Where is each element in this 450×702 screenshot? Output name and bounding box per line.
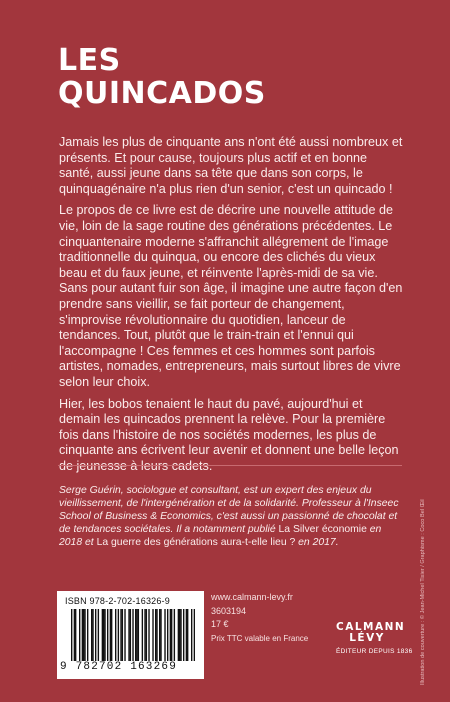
barcode-bar [152,609,153,661]
publisher-info [211,591,308,645]
barcode-bar [135,609,136,661]
barcode-bar [187,609,188,661]
barcode-bar [148,609,149,661]
barcode-bar [186,609,187,661]
barcode-bar [75,609,76,661]
bio-part-1: Serge Guérin, sociologue et consultant, est un expert des enjeux du vieillissement, de l'intergénération et de la solidarité. Professeur à l'Inseec School of Business & Economics, c'est aussi un passionné de chocolat et de tendances sociétales. Il a notamment publié [59,485,399,536]
barcode-bar [136,609,137,661]
barcode-bar [132,609,133,661]
barcode-bar [115,609,116,661]
barcode-bar [120,609,121,661]
barcode-bar [79,609,80,661]
barcode-bar [160,609,161,661]
barcode-bar [178,609,179,661]
bio-part-3: en 2017. [295,537,339,549]
barcode-bar [144,609,145,661]
barcode-bar [180,609,181,661]
barcode-bar [110,609,111,661]
blurb [59,135,403,480]
barcode-bar [155,609,156,661]
barcode-bar [74,609,75,661]
barcode-bar [164,609,165,661]
barcode-bar [194,609,195,661]
publisher-logo [336,621,413,657]
title-line-2: QUINCADOS [58,76,266,111]
barcode-bar [167,609,168,661]
author-bio [59,484,405,549]
barcode-bar [71,609,72,661]
barcode-bar [183,609,184,661]
price: 17 € [211,619,229,629]
publisher-url: www.calmann-levy.fr [211,592,293,602]
barcode-bar [156,609,157,661]
barcode-bar [146,609,147,661]
price-note: Prix TTC valable en France [211,633,309,643]
barcode-bar [138,609,139,661]
blurb-paragraph-2: Le propos de ce livre est de décrire une nouvelle attitude de vie, loin de la sage routine des générations précédentes. Le cinquantenaire moderne s'affranchit allégrement de l'image traditionnelle du quinqua, ou encore des clichés du vieux beau et du faux jeune, et réinvente l'après-midi de sa vie. Sans pour autant fuir son âge, il imagine une autre façon d'en prendre sans vieillir, se fait porteur de changement, s'improvise révolutionnaire du quotidien, lanceur de tendances. Tout, plutôt que le train-train et l'ennui qui l'accompagne ! Ces femmes et ces hommes sont parfois artistes, nomades, entrepreneurs, mais surtout libres de vivre selon leur choix. [59,203,403,389]
product-code: 3603194 [211,605,247,616]
blurb-paragraph-3: Hier, les bobos tenaient le haut du pavé, aujourd'hui et demain les quincados prennent la relève. Pour la première fois dans l'histoire de nos sociétés modernes, les plus de cinquante ans écrivent leur avenir et donnent une belle leçon [59,396,399,458]
blurb-paragraph-1: Jamais les plus de cinquante ans n'ont été aussi nombreux et présents. Et pour cause, toujours plus actif et en bonne santé, aussi jeune dans sa tête que dans son corps, le quinquagénaire n'a plus rien d'un senior, c'est un quincado ! [59,135,403,196]
bio-book-2: La guerre des générations aura-t-elle lieu ? [96,537,296,549]
logo-line-2: LÉVY [349,632,385,644]
barcode-bar [87,609,88,661]
logo-line-1: CALMANN [336,621,406,633]
barcode-bar [83,609,84,661]
barcode-bar [159,609,160,661]
cover-credit: Illustration de couverture : © Jean-Michel Tixier / Graphisme : Coco Bel Œil [420,499,426,685]
barcode-bar [170,609,171,661]
barcode-bar [130,609,131,661]
barcode-bar [107,609,108,661]
barcode-bar [122,609,123,661]
book-title [58,44,266,110]
barcode-bar [84,609,85,661]
barcode-bar [82,609,83,661]
barcode-bar [171,609,172,661]
barcode-bar [95,609,96,661]
barcode-bar [179,609,180,661]
isbn-number: ISBN 978-2-702-16326-9 [65,596,170,606]
barcode-bar [142,609,143,661]
barcode-bar [191,609,192,661]
barcode-bar [128,609,129,661]
barcode-digits: 9 782702 163269 [60,661,178,673]
barcode-bar [104,609,105,661]
barcode-bar [118,609,119,661]
barcode-bar [92,609,93,661]
barcode-bar [98,609,99,661]
barcode-bar [103,609,104,661]
barcode-bar [102,609,103,661]
barcode-bar [174,609,175,661]
separator-line [58,465,402,466]
barcode-bar [124,609,125,661]
barcode-bar [111,609,112,661]
bio-book-1: La Silver économie [278,524,367,536]
barcode-icon [71,609,195,661]
title-line-1: LES [58,43,121,78]
barcode-bar [91,609,92,661]
bio-part-2: en 2018 et [59,524,382,549]
barcode-block [57,591,204,679]
logo-tagline: ÉDITEUR DEPUIS 1836 [336,648,413,655]
